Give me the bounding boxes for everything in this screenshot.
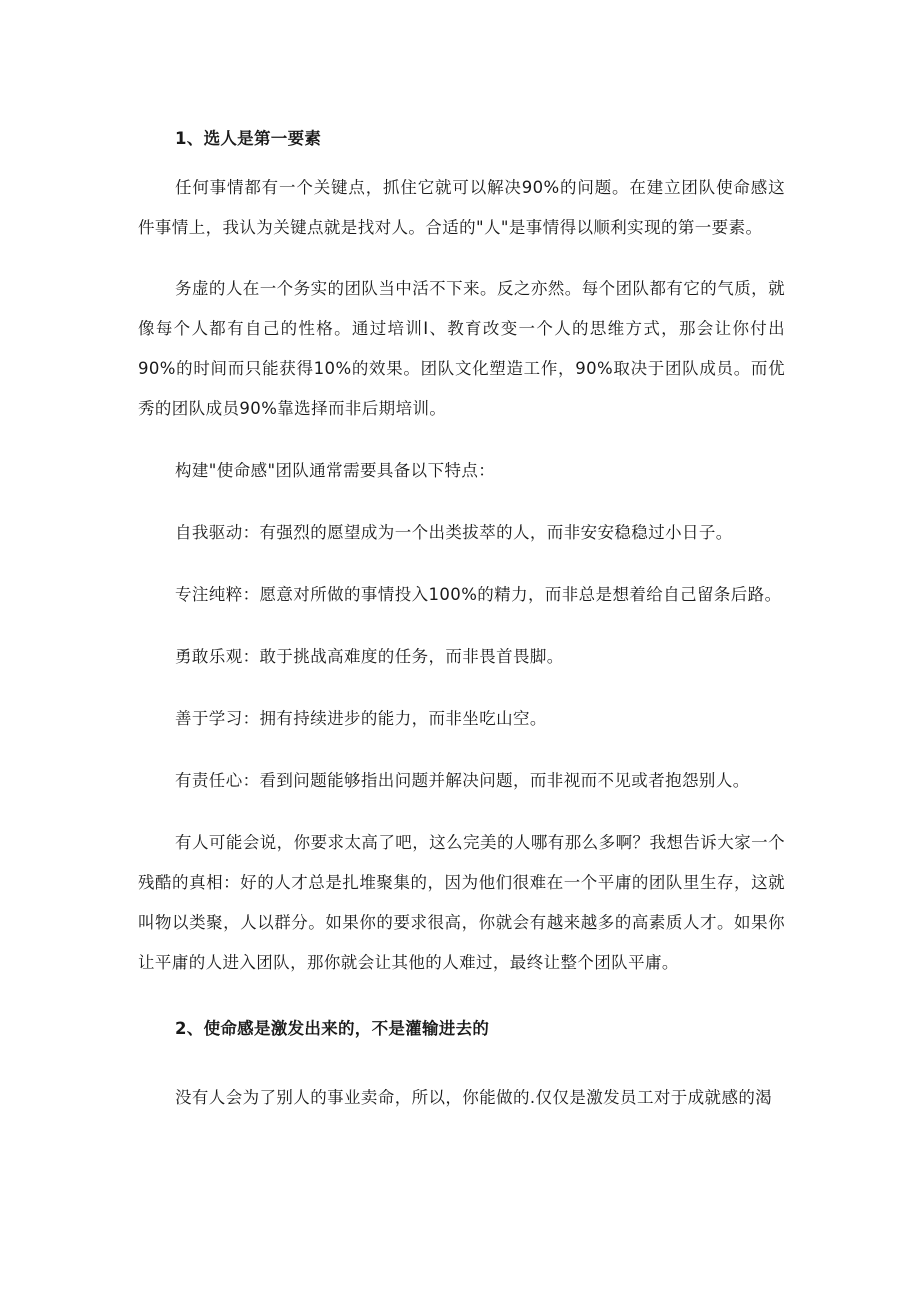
section-1-heading: 1、选人是第一要素 xyxy=(175,129,322,148)
trait-brave-optimistic: 勇敢乐观：敢于挑战高难度的任务，而非畏首畏脚。 xyxy=(175,647,564,666)
document-content xyxy=(138,120,785,1118)
trait-responsible: 有责任心：看到问题能够指出问题并解决问题，而非视而不见或者抱怨别人。 xyxy=(175,771,750,790)
trait-self-driven: 自我驱动：有强烈的愿望成为一个出类拔萃的人，而非安安稳稳过小日子。 xyxy=(175,523,733,542)
section-2-paragraph-1: 没有人会为了别人的事业卖命，所以，你能做的.仅仅是激发员工对于成就感的渴 xyxy=(175,1088,773,1107)
trait-focused: 专注纯粹：愿意对所做的事情投入100%的精力，而非总是想着给自己留条后路。 xyxy=(175,585,782,604)
trait-good-at-learning: 善于学习：拥有持续进步的能力，而非坐吃山空。 xyxy=(175,709,547,728)
section-1-closing-paragraph: 有人可能会说，你要求太高了吧，这么完美的人哪有那么多啊？我想告诉大家一个残酷的真相：好的人才总是扎堆聚集的，因为他们很难在一个平庸的团队里生存，这就叫物以类聚，人以群分。如果你的要求很高，你就会有越来越多的高素质人才。如果你让平庸的人进入团队，那你就会让其他的人难过，最终让整个团队平庸。 xyxy=(138,833,785,972)
section-1-paragraph-2: 务虚的人在一个务实的团队当中活不下来。反之亦然。每个团队都有它的气质，就像每个人都有自己的性格。通过培训Ⅰ、教育改变一个人的思维方式，那会让你付出90%的时间而只能获得10%的效果。团队文化塑造工作，90%取决于团队成员。而优秀的团队成员90%靠选择而非后期培训。 xyxy=(138,279,785,418)
section-1-paragraph-1: 任何事情都有一个关键点，抓住它就可以解决90%的问题。在建立团队使命感这件事情上，我认为关键点就是找对人。合适的"人"是事情得以顺利实现的第一要素。 xyxy=(138,178,785,237)
section-2-heading: 2、使命感是激发出来的，不是灌输进去的 xyxy=(175,1019,490,1038)
section-1-traits-intro: 构建"使命感"团队通常需要具备以下特点： xyxy=(175,461,496,480)
